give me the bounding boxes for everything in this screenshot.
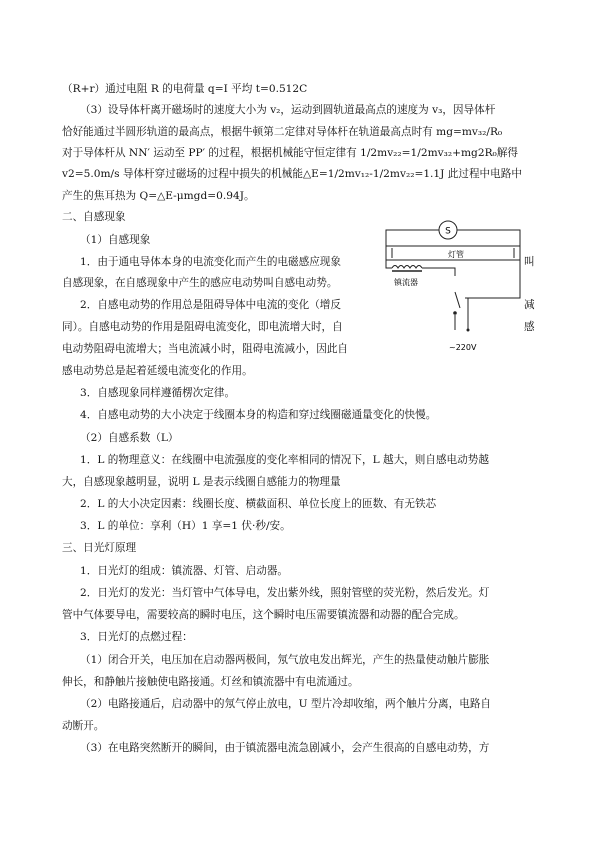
text-line: （3）在电路突然断开的瞬间，由于镇流器电流急剧减小，会产生很高的自感电动势，方 [80, 742, 490, 754]
text-line: 同）。自感电动势的作用是阻碍电流变化，即电流增大时，自 [62, 321, 343, 333]
text-line: 感电动势总是起着延缓电流变化的作用。 [62, 365, 253, 377]
wrapped-char: 减 [524, 299, 535, 311]
text-line: 自感现象，在自感现象中产生的感应电动势叫自感电动势。 [62, 277, 338, 289]
text-line: 3．日光灯的点燃过程： [80, 631, 193, 643]
text-line: 2．自感电动势的作用总是阻碍导体中电流的变化（增反 [80, 299, 341, 311]
section-heading: 三、日光灯原理 [62, 542, 137, 554]
text-line: 恰好能通过半圆形轨道的最高点，根据牛顿第二定律对导体杆在轨道最高点时有 mg=mv₃₂/R₀ [62, 126, 503, 138]
wrapped-char: 感 [524, 321, 535, 333]
text-line: v2=5.0m/s 导体杆穿过磁场的过程中损失的机械能△E=1/2mv₁₂-1/2mv₂₂=1.1J 此过程中电路中 [62, 168, 522, 180]
text-line: 动断开。 [62, 720, 105, 732]
text-line: 管中气体要导电，需要较高的瞬时电压，这个瞬时电压需要镇流器和动器的配合完成。 [62, 609, 465, 621]
text-line: 1．日光灯的组成：镇流器、灯管、启动器。 [80, 565, 289, 577]
text-line: 1．由于通电导体本身的电流变化而产生的电磁感应现象 [80, 256, 341, 268]
fluorescent-lamp-circuit-diagram [380, 218, 525, 358]
text-line: 2．L 的大小决定因素：线圈长度、横截面积、单位长度上的匝数、有无铁芯 [80, 498, 437, 510]
text-line: 电动势阻碍电流增大；当电流减小时，阻碍电流减小，因此自 [62, 343, 349, 355]
subsection-heading: （2）自感系数（L） [80, 432, 179, 444]
tube-label: 灯管 [448, 250, 464, 259]
wrapped-char: 叫 [524, 256, 535, 268]
ballast-label: 镇流器 [394, 278, 418, 287]
subsection-heading: （1）自感现象 [80, 234, 151, 246]
ballast-coil-icon [392, 266, 422, 269]
text-line: 对于导体杆从 NN′ 运动至 PP′ 的过程，根据机械能守恒定律有 1/2mv₂₂=1/2mv₃₂+mg2R₀解得 [62, 147, 518, 159]
text-line: （2）电路接通后，启动器中的氖气停止放电，U 型片冷却收缩，两个触片分离，电路自 [80, 698, 492, 710]
text-line: （R+r）通过电阻 R 的电荷量 q=I 平均 t=0.512C [62, 83, 308, 95]
supply-label: ~220V [449, 343, 477, 352]
text-line: 4．自感电动势的大小决定于线圈本身的构造和穿过线圈磁通量变化的快慢。 [80, 409, 437, 421]
text-line: 1．L 的物理意义：在线圈中电流强度的变化率相同的情况下，L 越大，则自感电动势越 [80, 454, 489, 466]
text-line: 大，自感现象越明显，说明 L 是表示线圈自感能力的物理量 [62, 476, 341, 488]
text-line: （3）设导体杆离开磁场时的速度大小为 v₂，运动到圆轨道最高点的速度为 v₃，因导体杆 [80, 104, 496, 116]
text-line: 2．日光灯的发光：当灯管中气体导电，发出紫外线，照射管壁的荧光粉，然后发光。灯 [80, 587, 490, 599]
text-line: （1）闭合开关，电压加在启动器两极间，氖气放电发出辉光，产生的热量使动触片膨胀 [80, 654, 490, 666]
text-line: 3．自感现象同样遵循楞次定律。 [80, 387, 236, 399]
section-heading: 二、自感现象 [62, 211, 126, 223]
starter-label: S [445, 226, 451, 237]
text-line: 产生的焦耳热为 Q=△E-μmgd=0.94J。 [62, 190, 255, 202]
switch-icon [455, 292, 460, 308]
text-line: 3．L 的单位：享利（H）1 享=1 伏·秒/安。 [80, 520, 291, 532]
text-line: 伸长，和静触片接触使电路接通。灯丝和镇流器中有电流通过。 [62, 676, 359, 688]
